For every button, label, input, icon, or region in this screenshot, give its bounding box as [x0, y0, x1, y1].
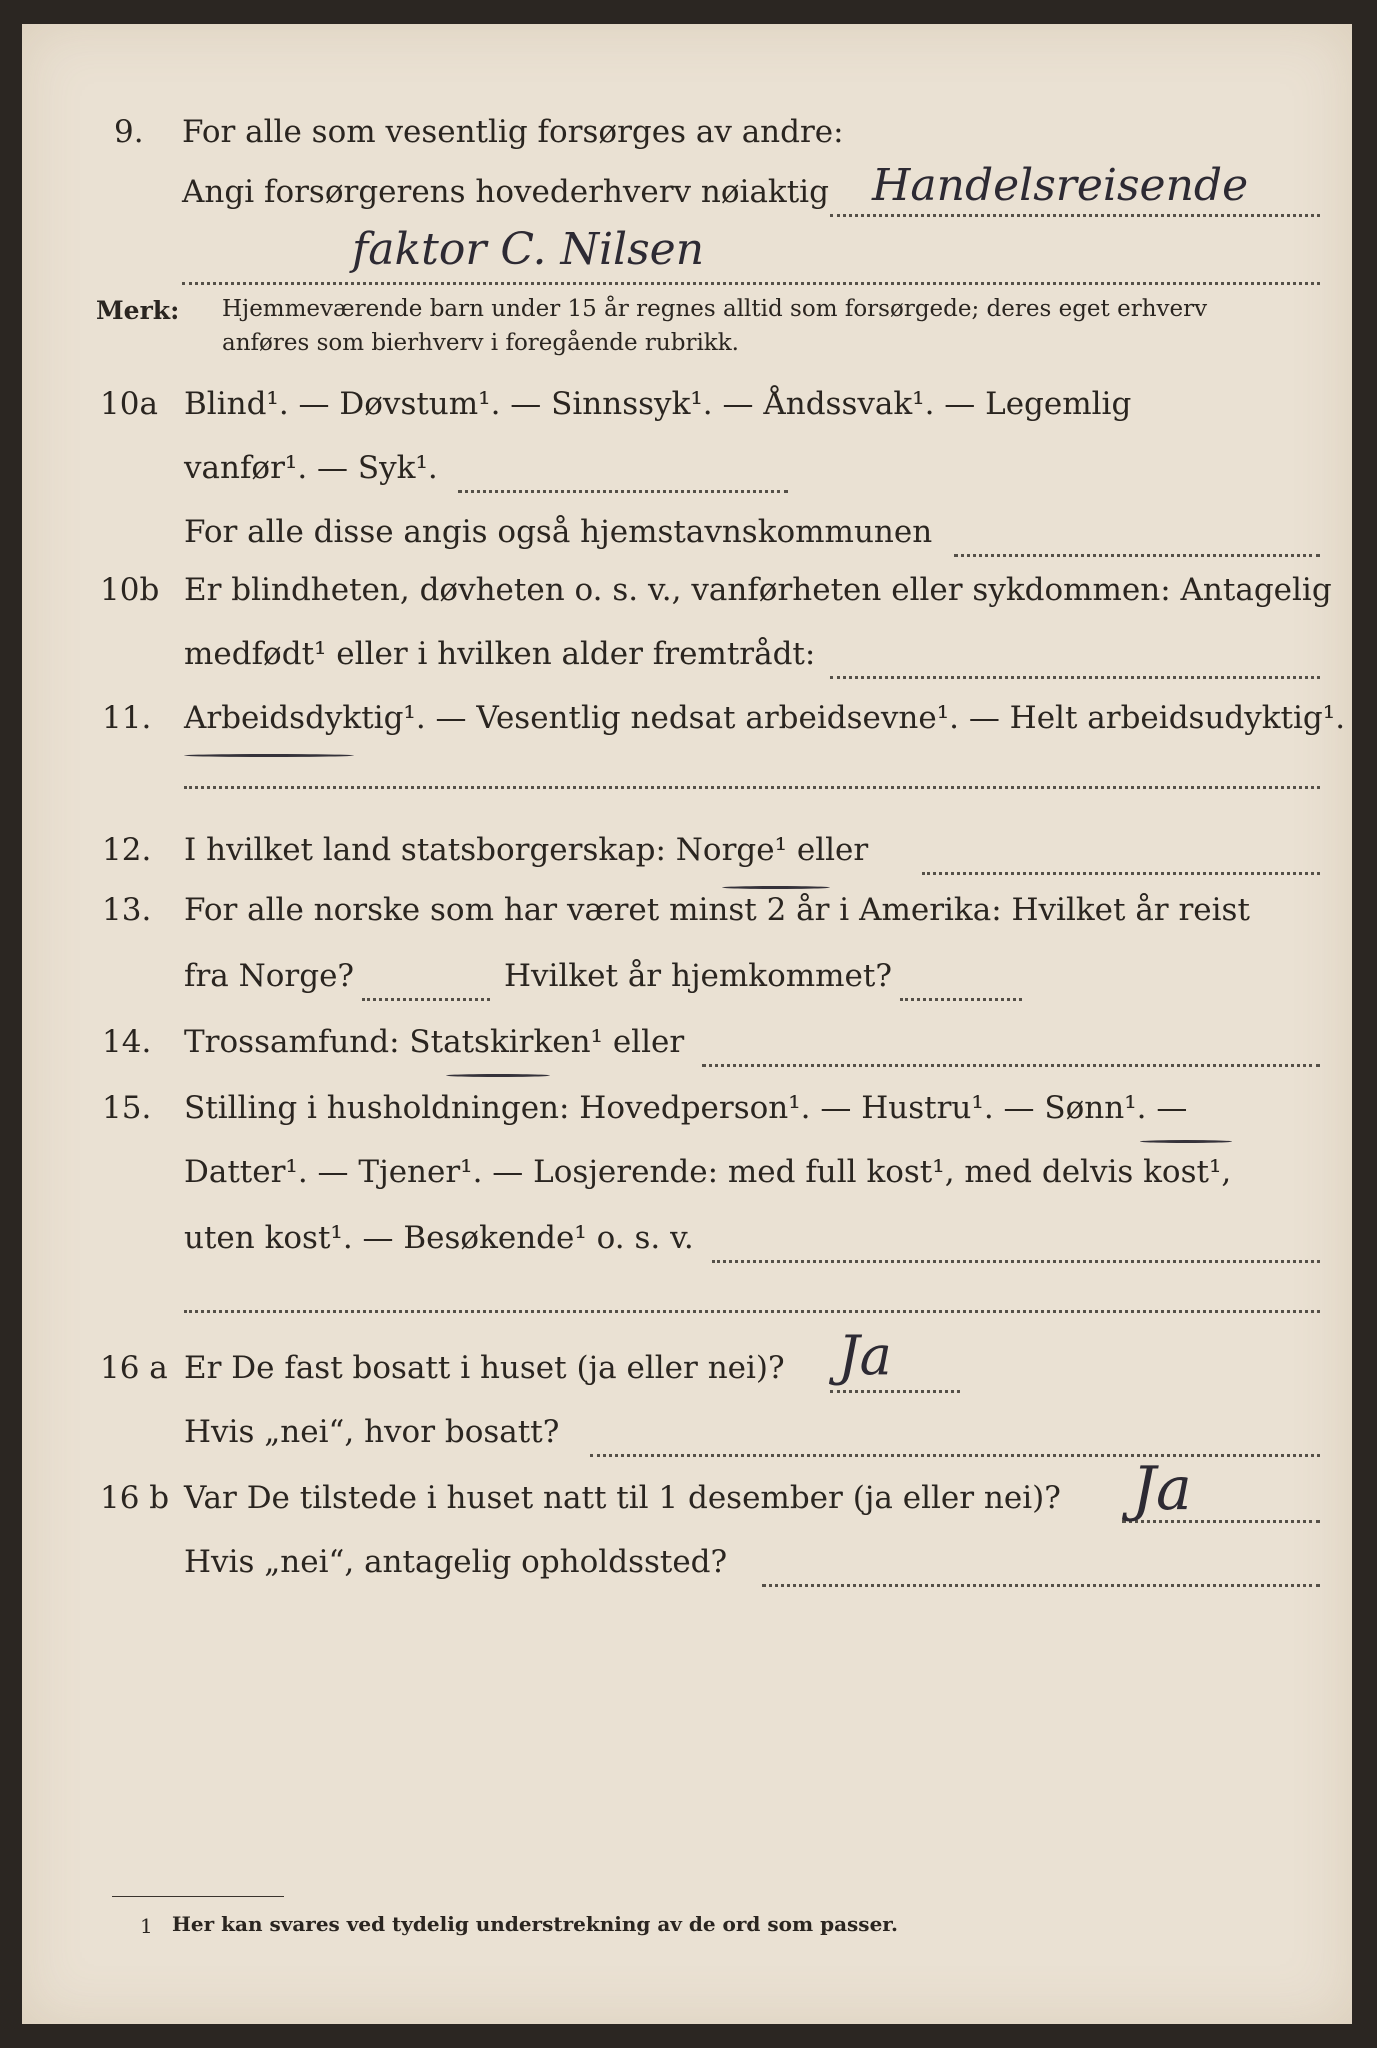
q9-line2: Angi forsørgerens hovederhverv nøiaktig — [182, 174, 829, 210]
footnote-text: Her kan svares ved tydelig understrekning av de ord som passer. — [172, 1912, 898, 1936]
q9-handwritten-answer2: faktor C. Nilsen — [352, 224, 705, 275]
q10a-answer-line2 — [954, 554, 1320, 557]
merk-label: Merk: — [96, 296, 180, 325]
q10a-number: 10a — [100, 386, 158, 422]
q15-number: 15. — [102, 1090, 152, 1126]
q12-answer-line — [922, 872, 1320, 875]
footnote-mark: 1 — [140, 1914, 153, 1938]
q14-underline-statskirken — [446, 1074, 550, 1077]
q15-underline-sonn — [1140, 1140, 1232, 1143]
q13-line2b: Hvilket år hjemkommet? — [504, 958, 892, 994]
q16a-line2: Hvis „nei“, hvor bosatt? — [184, 1414, 560, 1450]
q16a-handwritten-answer: Ja — [838, 1324, 892, 1387]
q9-answer-line1 — [830, 214, 1320, 217]
q10a-line2: vanfør¹. — Syk¹. — [184, 450, 438, 486]
q10b-number: 10b — [100, 572, 160, 608]
q16b-line2: Hvis „nei“, antagelig opholdssted? — [184, 1544, 728, 1580]
q14-number: 14. — [102, 1024, 152, 1060]
q16a-answer-line — [830, 1390, 960, 1393]
q16b-handwritten-answer: Ja — [1132, 1454, 1192, 1524]
q15-line3: uten kost¹. — Besøkende¹ o. s. v. — [184, 1220, 694, 1256]
q13-answer-line-hjemkommet — [900, 998, 1022, 1001]
q11-answer-line — [184, 786, 1320, 789]
q15-answer-line1 — [712, 1260, 1320, 1263]
q13-number: 13. — [102, 892, 152, 928]
q16a-bosatt-line — [590, 1454, 1320, 1457]
q9-answer-line2 — [182, 282, 1320, 285]
q15-answer-line2 — [184, 1310, 1320, 1313]
q10a-answer-line1 — [458, 490, 788, 493]
q9-number: 9. — [114, 114, 144, 150]
q9-handwritten-answer1: Handelsreisende — [872, 160, 1249, 211]
q11-underline-arbeidsdyktig — [184, 754, 354, 757]
q16a-line1: Er De fast bosatt i huset (ja eller nei)? — [184, 1350, 785, 1386]
q13-line1: For alle norske som har været minst 2 år i Amerika: Hvilket år reist — [184, 892, 1250, 928]
q11-line1: Arbeidsdyktig¹. — Vesentlig nedsat arbeidsevne¹. — Helt arbeidsudyktig¹. — [184, 700, 1346, 736]
q15-line2: Datter¹. — Tjener¹. — Losjerende: med full kost¹, med delvis kost¹, — [184, 1154, 1232, 1190]
q13-line2a: fra Norge? — [184, 958, 355, 994]
q16b-number: 16 b — [100, 1480, 170, 1516]
q10a-line3: For alle disse angis også hjemstavnskommunen — [184, 514, 933, 550]
merk-line1: Hjemmeværende barn under 15 år regnes alltid som forsørgede; deres eget erhverv — [222, 296, 1208, 322]
census-form-page — [22, 24, 1352, 2024]
q10b-answer-line — [830, 676, 1320, 679]
q10b-line1: Er blindheten, døvheten o. s. v., vanførheten eller sykdommen: Antagelig — [184, 572, 1332, 608]
q11-number: 11. — [102, 700, 152, 736]
q15-line1: Stilling i husholdningen: Hovedperson¹. — Hustru¹. — Sønn¹. — — [184, 1090, 1188, 1126]
q16b-line1: Var De tilstede i huset natt til 1 desember (ja eller nei)? — [184, 1480, 1061, 1516]
q16a-number: 16 a — [100, 1350, 168, 1386]
q13-answer-line-reist — [362, 998, 490, 1001]
q10b-line2: medfødt¹ eller i hvilken alder fremtrådt: — [184, 636, 816, 672]
merk-line2: anføres som bierhverv i foregående rubrikk. — [222, 330, 739, 356]
q14-line1: Trossamfund: Statskirken¹ eller — [184, 1024, 685, 1060]
q12-underline-norge — [722, 886, 830, 889]
q16b-opholdssted-line — [762, 1584, 1320, 1587]
q12-line1: I hvilket land statsborgerskap: Norge¹ eller — [184, 832, 869, 868]
q9-line1: For alle som vesentlig forsørges av andre: — [182, 114, 844, 150]
footnote-rule — [112, 1896, 284, 1897]
q14-answer-line — [702, 1064, 1320, 1067]
q10a-line1: Blind¹. — Døvstum¹. — Sinnssyk¹. — Åndssvak¹. — Legemlig — [184, 386, 1132, 422]
q12-number: 12. — [102, 832, 152, 868]
